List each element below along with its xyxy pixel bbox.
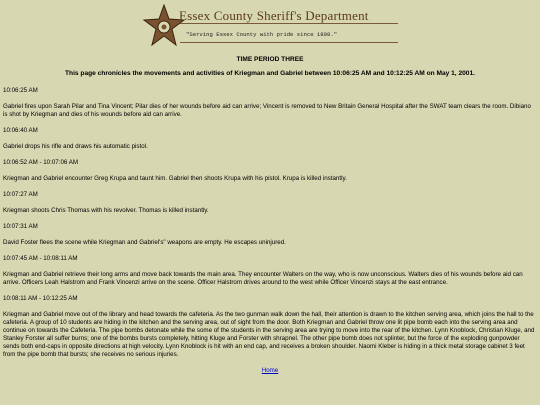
entry-time: 10:06:52 AM - 10:07:06 AM	[3, 159, 78, 166]
header-divider	[180, 23, 398, 24]
entry-time: 10:07:45 AM - 10:08:11 AM	[3, 255, 78, 262]
home-link[interactable]: Home	[261, 367, 279, 374]
department-title: Essex County Sheriff's Department	[179, 8, 369, 23]
intro-heading: This page chronicles the movements and activities of Kriegman and Gabriel between 10:06:25 AM and 10:12:25 AM on May 1, 2001.	[65, 70, 475, 77]
entry-time: 10:07:31 AM	[3, 223, 38, 230]
entry-text: David Foster flees the scene while Kriegman and Gabriel's" weapons are empty. He escapes uninjured.	[3, 239, 286, 246]
entry-time: 10:06:25 AM	[3, 87, 38, 94]
entry-time: 10:07:27 AM	[3, 191, 38, 198]
entry-time: 10:06:40 AM	[3, 127, 38, 134]
department-slogan: "Serving Essex County with pride since 1898."	[186, 31, 338, 38]
home-link-container	[3, 367, 537, 375]
entry-time: 10:08:11 AM - 10:12:25 AM	[3, 295, 78, 302]
entry-text: Kriegman shoots Chris Thomas with his revolver. Thomas is killed instantly.	[3, 207, 209, 214]
main-content	[3, 56, 537, 375]
header-divider	[180, 42, 398, 43]
entry-text: Kriegman and Gabriel encounter Greg Krupa and taunt him. Gabriel then shoots Krupa with his pistol. Krupa is killed instantly.	[3, 175, 347, 182]
entry-text: Kriegman and Gabriel move out of the library and head towards the cafeteria. As the two gunman walk down the hall, their attention is drawn to the kitchen serving area, which joins the hall to the cafeteria. A group of 10 students are hiding in the kitchen and the serving area, out of sight from the door. Both Kriegman and Gabriel throw one lit pipe bomb each into the serving area and continue on towards the Cafeteria. The pipe bombs detonate while the some of the students in the serving area are trying to move into the rear of the kitchen. Lynn Knoblock, Christian Kluge, and Stanley Forster all suffer burns; one of the bombs bursts completely, hitting Kluge and Forster with shrapnel. The other pipe bomb does not splinter, but the force of the exploding gunpowder sends both end-caps in opposite directions at high velocity. Lynn Knoblock is hit with an end cap, and receives a broken shoulder. Naomi Kleber is hiding in a thick metal storage cabinet 3 feet from the pipe bomb that bursts; she receives no serious injuries.	[3, 311, 535, 358]
entry-text: Kriegman and Gabriel retrieve their long arms and move back towards the main area. They encounter Walters on the way, who is now unconscious. Walters dies of his wounds before aid can arrive. Officers Leah Halstrom and Frank Vincenzi arrive on the scene. Officer Halstrom drives around to the west while Officer Vincenzi stays at the east entrance.	[3, 271, 523, 286]
period-heading: TIME PERIOD THREE	[236, 56, 304, 63]
entry-text: Gabriel drops his rifle and draws his automatic pistol.	[3, 143, 148, 150]
site-header	[142, 4, 398, 48]
entry-text: Gabriel fires upon Sarah Pilar and Tina Vincent; Pilar dies of her wounds before aid can arrive; Vincent is removed to New Britain General Hospital after the SWAT team clears the room. Dibiano is shot by Kriegman and dies of his wounds before aid can arrive.	[3, 103, 531, 118]
